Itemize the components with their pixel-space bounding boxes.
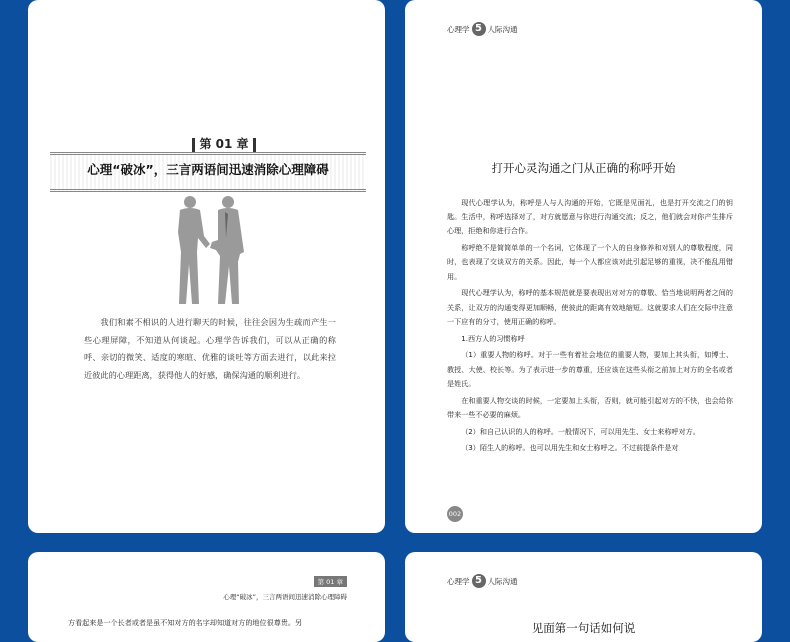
chapter-badge: 第 01 章 — [314, 576, 347, 587]
divider — [253, 138, 256, 152]
paragraph: 现代心理学认为，称呼是人与人沟通的开始，它既是见面礼，也是打开交流之门的钥匙。生活中，称呼选择对了，对方就愿意与你进行沟通交流；反之，他们就会对你产生排斥心理，拒绝和你进行合作。 — [447, 198, 733, 236]
number-badge-icon: 5 — [472, 22, 486, 36]
section-title: 见面第一句话如何说 — [531, 621, 636, 635]
page-number: 002 — [447, 506, 463, 522]
chapter-intro-text: 我们和素不相识的人进行聊天的时候，往往会因为生疏而产生一些心理屏障，不知道从何谈起。心理学告诉我们，可以从正确的称呼、亲切的微笑、适度的寒暄、优雅的谈吐等方面去进行，以此来拉近彼此的心理距离，获得他人的好感，确保沟通的顺利进行。 — [84, 317, 336, 380]
body-text: 方看起来是一个长者或者是虽不知对方的名字却知道对方的地位很尊贵。另 — [68, 618, 303, 627]
chapter-title: 心理“破冰”，三言两语间迅速消除心理障碍 — [87, 162, 329, 177]
running-head: 心理学 5 人际沟通 — [447, 23, 518, 34]
paragraph: 现代心理学认为，称呼的基本规范就是要表现出对对方的尊敬、恰当地说明两者之间的关系，让双方的沟通变得更加顺畅，使彼此的距离有效地缩短。这就要求人们在交际中注意一下应有的分寸，使用正确的称呼。 — [447, 288, 733, 326]
paragraph: （1）重要人物的称呼。对于一些有着社会地位的重要人物，要加上其头衔，如博士、教授、大使、校长等。为了表示进一步的尊重，还应该在这些头衔之前加上对方的全名或者是姓氏。 — [447, 350, 733, 388]
number-badge-icon: 5 — [472, 574, 486, 588]
running-head: 心理“破冰”，三言两语间迅速消除心理障碍 — [223, 593, 347, 601]
handshake-illustration — [166, 192, 256, 308]
paragraph: （3）陌生人的称呼。也可以用先生和女士称呼之。不过前提条件是对 — [461, 443, 679, 453]
book-page-next — [405, 552, 762, 642]
book-page-content — [405, 0, 762, 533]
paragraph: 在和重要人物交谈的时候，一定要加上头衔，否则，就可能引起对方的不快，也会给你带来一些不必要的麻烦。 — [447, 395, 733, 419]
divider — [192, 138, 195, 152]
subheading: 1.西方人的习惯称呼 — [461, 333, 525, 343]
paragraph: （2）和自己认识的人的称呼。一般情况下，可以用先生、女士来称呼对方。 — [461, 426, 700, 436]
book-page-continued — [28, 552, 385, 642]
paragraph: 称呼绝不是简简单单的一个名词，它体现了一个人的自身修养和对别人的尊敬程度，同时，也表现了交谈双方的关系。因此，每一个人都应该对此引起足够的重视，决不能乱用错用。 — [447, 243, 733, 281]
running-head: 心理学 5 人际沟通 — [447, 575, 518, 586]
body-text — [447, 196, 733, 458]
book-page-chapter-opener — [28, 0, 385, 533]
section-title: 打开心灵沟通之门从正确的称呼开始 — [491, 161, 676, 175]
chapter-label: 第 01 章 — [178, 134, 270, 154]
